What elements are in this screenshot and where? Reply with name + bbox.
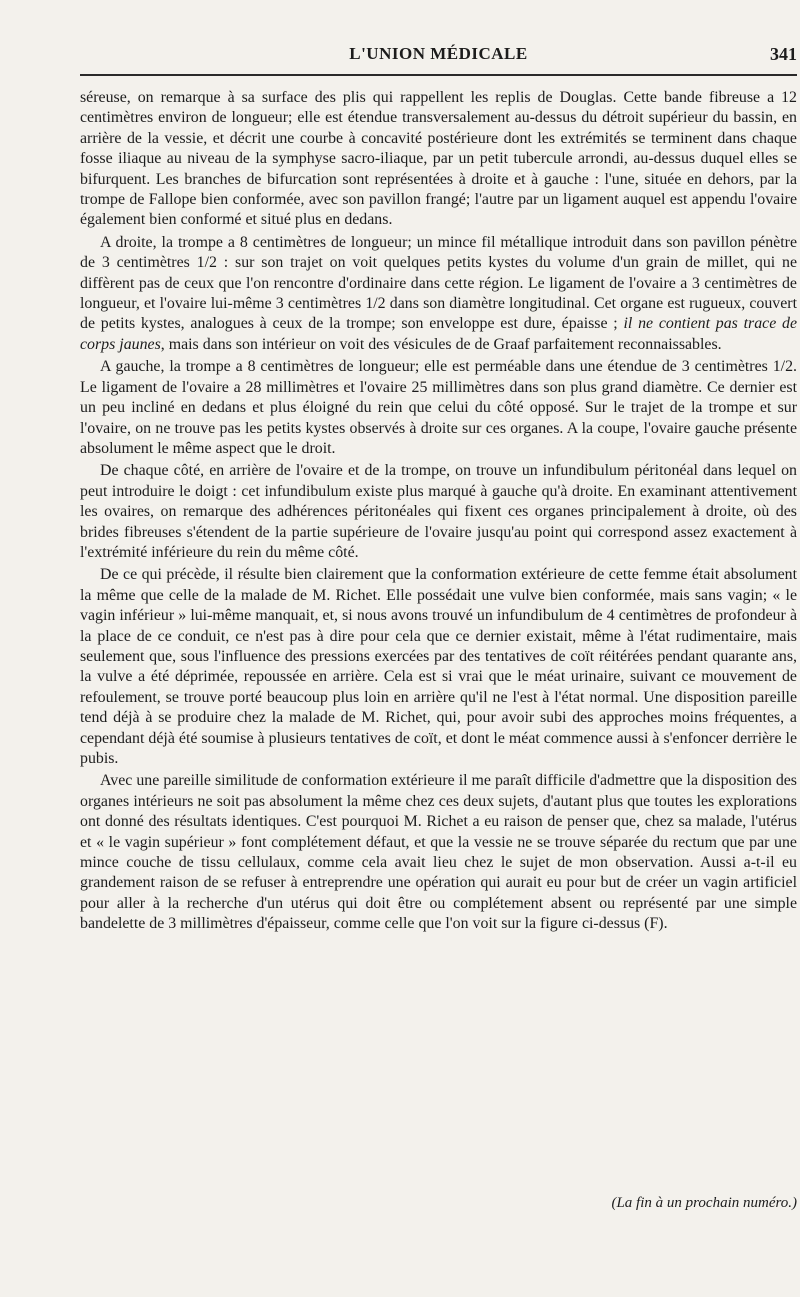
paragraph-6: Avec une pareille similitude de conformation extérieure il me paraît difficile d'admettre que la disposition des organes intérieurs ne soit pas absolument la même chez ces deux sujets, d'autant plus que toutes les explorations ont donné des résultats identiques. C'est pourquoi M. Richet a eu raison de penser que, chez sa malade, l'utérus et « le vagin supérieur » font complétement défaut, et que la vessie ne se trouve séparée du rectum que par une mince couche de tissu cellulaux, comme cela avait lieu chez le sujet de mon observation. Aussi a-t-il eu grandement raison de se refuser à entreprendre une opération qui aurait eu pour but de créer un vagin artificiel pour aller à la recherche d'un utérus qui doit être ou complétement absent ou représenté par une simple bandelette de 3 millimètres d'épaisseur, comme celle que l'on voit sur la figure ci-dessus (F). xyxy=(80,772,797,933)
page-number: 341 xyxy=(770,44,797,64)
paragraph-2 xyxy=(80,233,797,355)
paragraph-2-text-a: A droite, la trompe a 8 centimètres de longueur; un mince fil métallique introduit dans son pavillon pénètre de 3 centimètres 1/2 : sur son trajet on voit quelques petits kystes du volume d'un grain de millet, qui ne diffèrent pas de ceux que l'on rencontre d'ordinaire dans cette région. Le ligament de l'ovaire a 3 centimètres de longueur, et l'ovaire lui-même 3 centimètres 1/2 dans son diamètre longitudinal. Cet organe est rugueux, couvert de petits kystes, analogues à ceux de la trompe; son enveloppe est dure, épaisse ; xyxy=(80,233,797,333)
page-header xyxy=(80,44,797,74)
paragraph-3: A gauche, la trompe a 8 centimètres de longueur; elle est perméable dans une étendue de 3 centimètres 1/2. Le ligament de l'ovaire a 28 millimètres et l'ovaire 25 millimètres dans son plus grand diamètre. Ce dernier est un peu incliné en dedans et plus éloigné du rein que celui du côté opposé. Sur le trajet de la trompe et sur l'ovaire, on ne trouve pas les petits kystes observés à droite sur ces organes. A la coupe, l'ovaire gauche présente absolument le même aspect que le droit. xyxy=(80,358,797,457)
paragraph-2-text-b: , mais dans son intérieur on voit des vésicules de de Graaf parfaitement reconnaissables. xyxy=(160,335,722,353)
paragraph-2-italic: il ne contient pas trace de corps jaunes xyxy=(80,315,798,353)
paragraph-5: De ce qui précède, il résulte bien clairement que la conformation extérieure de cette femme était absolument la même que celle de la malade de M. Richet. Elle possédait une vulve bien conformée, mais sans vagin; « le vagin inférieur » lui-même manquait, et, si nous avons trouvé un infundibulum de 4 centimètres de profondeur à la place de ce conduit, ce n'est pas à dire pour cela que ce dernier existait, même à l'état rudimentaire, mais seulement que, sous l'influence des pressions exercées par des tentatives de coït réitérées pendant quarante ans, la vulve a été déprimée, repoussée en arrière. Cela est si vrai que le méat urinaire, suivant ce mouvement de refoulement, se trouve porté beaucoup plus loin en arrière qu'il ne l'est à l'état normal. Une disposition pareille tend déjà à se produire chez la malade de M. Richet, qui, pour avoir subi des approches moins fréquentes, a cependant déjà été soumise à plusieurs tentatives de coït, et dont le méat commence aussi à s'enfoncer derrière le pubis. xyxy=(80,566,797,767)
paragraph-4: De chaque côté, en arrière de l'ovaire et de la trompe, on trouve un infundibulum péritonéal dans lequel on peut introduire le doigt : cet infundibulum existe plus marqué à gauche qu'à droite. En examinant attentivement les ovaires, on remarque des adhérences péritonéales qui fixent ces organes principalement à droite, où des brides fibreuses s'étendent de la partie supérieure de l'ovaire jusqu'au point qui correspond assez exactement à l'extrémité inférieure du rein du même côté. xyxy=(80,462,797,561)
paragraph-1: séreuse, on remarque à sa surface des plis qui rappellent les replis de Douglas. Cette bande fibreuse a 12 centimètres environ de longueur; elle est étendue transversalement au-dessus du détroit supérieur du bassin, en arrière de la vessie, et décrit une courbe à concavité postérieure dont les extrémités se terminent dans chaque fosse iliaque au niveau de la symphyse sacro-iliaque, par un petit tubercule arrondi, au-dessus duquel elles se bifurquent. Les branches de bifurcation sont représentées à droite et à gauche : l'une, située en dehors, par la trompe de Fallope bien conformée, avec son pavillon frangé; l'autre par un ligament auquel est appendu l'ovaire également bien conformé et situé plus en dedans. xyxy=(80,89,797,229)
article-body xyxy=(80,88,797,935)
continuation-note: (La fin à un prochain numéro.) xyxy=(611,1195,797,1211)
header-rule xyxy=(80,74,797,76)
running-title: L'UNION MÉDICALE xyxy=(349,44,528,63)
